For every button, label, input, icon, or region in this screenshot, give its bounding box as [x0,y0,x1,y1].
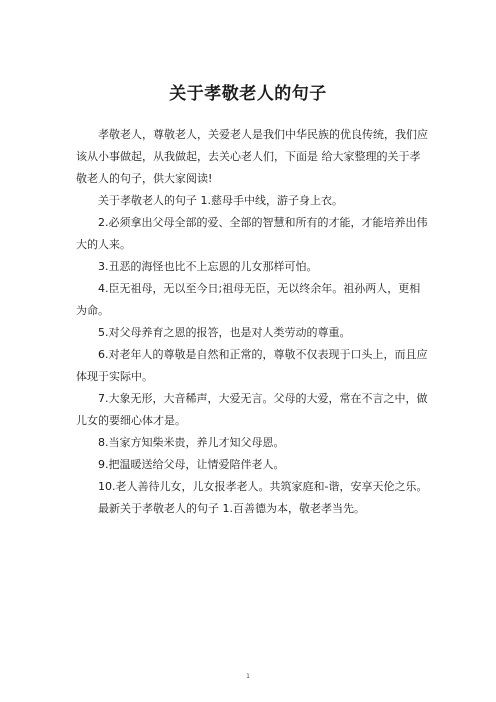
document-body [76,124,428,520]
paragraph-quote-9: 9.把温暖送给父母，让情爱陪伴老人。 [98,458,285,471]
paragraph-section-2: 最新关于孝敬老人的句子 1.百善德为本，敬老孝当先。 [98,502,365,515]
document-title: 关于孝敬老人的句子 [169,84,327,105]
paragraph-quote-7: 7.大象无形，大音稀声，大爱无言。父母的大爱，常在不言之中，做儿女的要细心体才是。 [76,392,428,427]
paragraph-quote-10: 10.老人善待儿女，儿女报孝老人。共筑家庭和-谐，安享天伦之乐。 [98,480,428,493]
paragraph-quote-2: 2.必须拿出父母全部的爱、全部的智慧和所有的才能，才能培养出伟大的人来。 [76,216,428,251]
paragraph-quote-5: 5.对父母养育之恩的报答，也是对人类劳动的尊重。 [98,326,351,339]
paragraph-quote-4: 4.臣无祖母，无以至今日;祖母无臣，无以终余年。祖孙两人，更相为命。 [76,282,421,317]
paragraph-quote-8: 8.当家方知柴米贵，养儿才知父母恩。 [98,436,285,449]
paragraph-quote-6: 6.对老年人的尊敬是自然和正常的，尊敬不仅表现于口头上，而且应体现于实际中。 [76,348,428,383]
page-number: 1 [246,673,250,680]
paragraph-quote-1: 关于孝敬老人的句子 1.慈母手中线，游子身上衣。 [98,194,343,207]
paragraph-quote-3: 3.丑恶的海怪也比不上忘恩的儿女那样可怕。 [98,260,318,273]
paragraph-intro: 孝敬老人，尊敬老人，关爱老人是我们中华民族的优良传统，我们应该从小事做起，从我做起，去关心老人们，下面是 给大家整理的关于孝敬老人的句子，供大家阅读! [76,128,428,185]
